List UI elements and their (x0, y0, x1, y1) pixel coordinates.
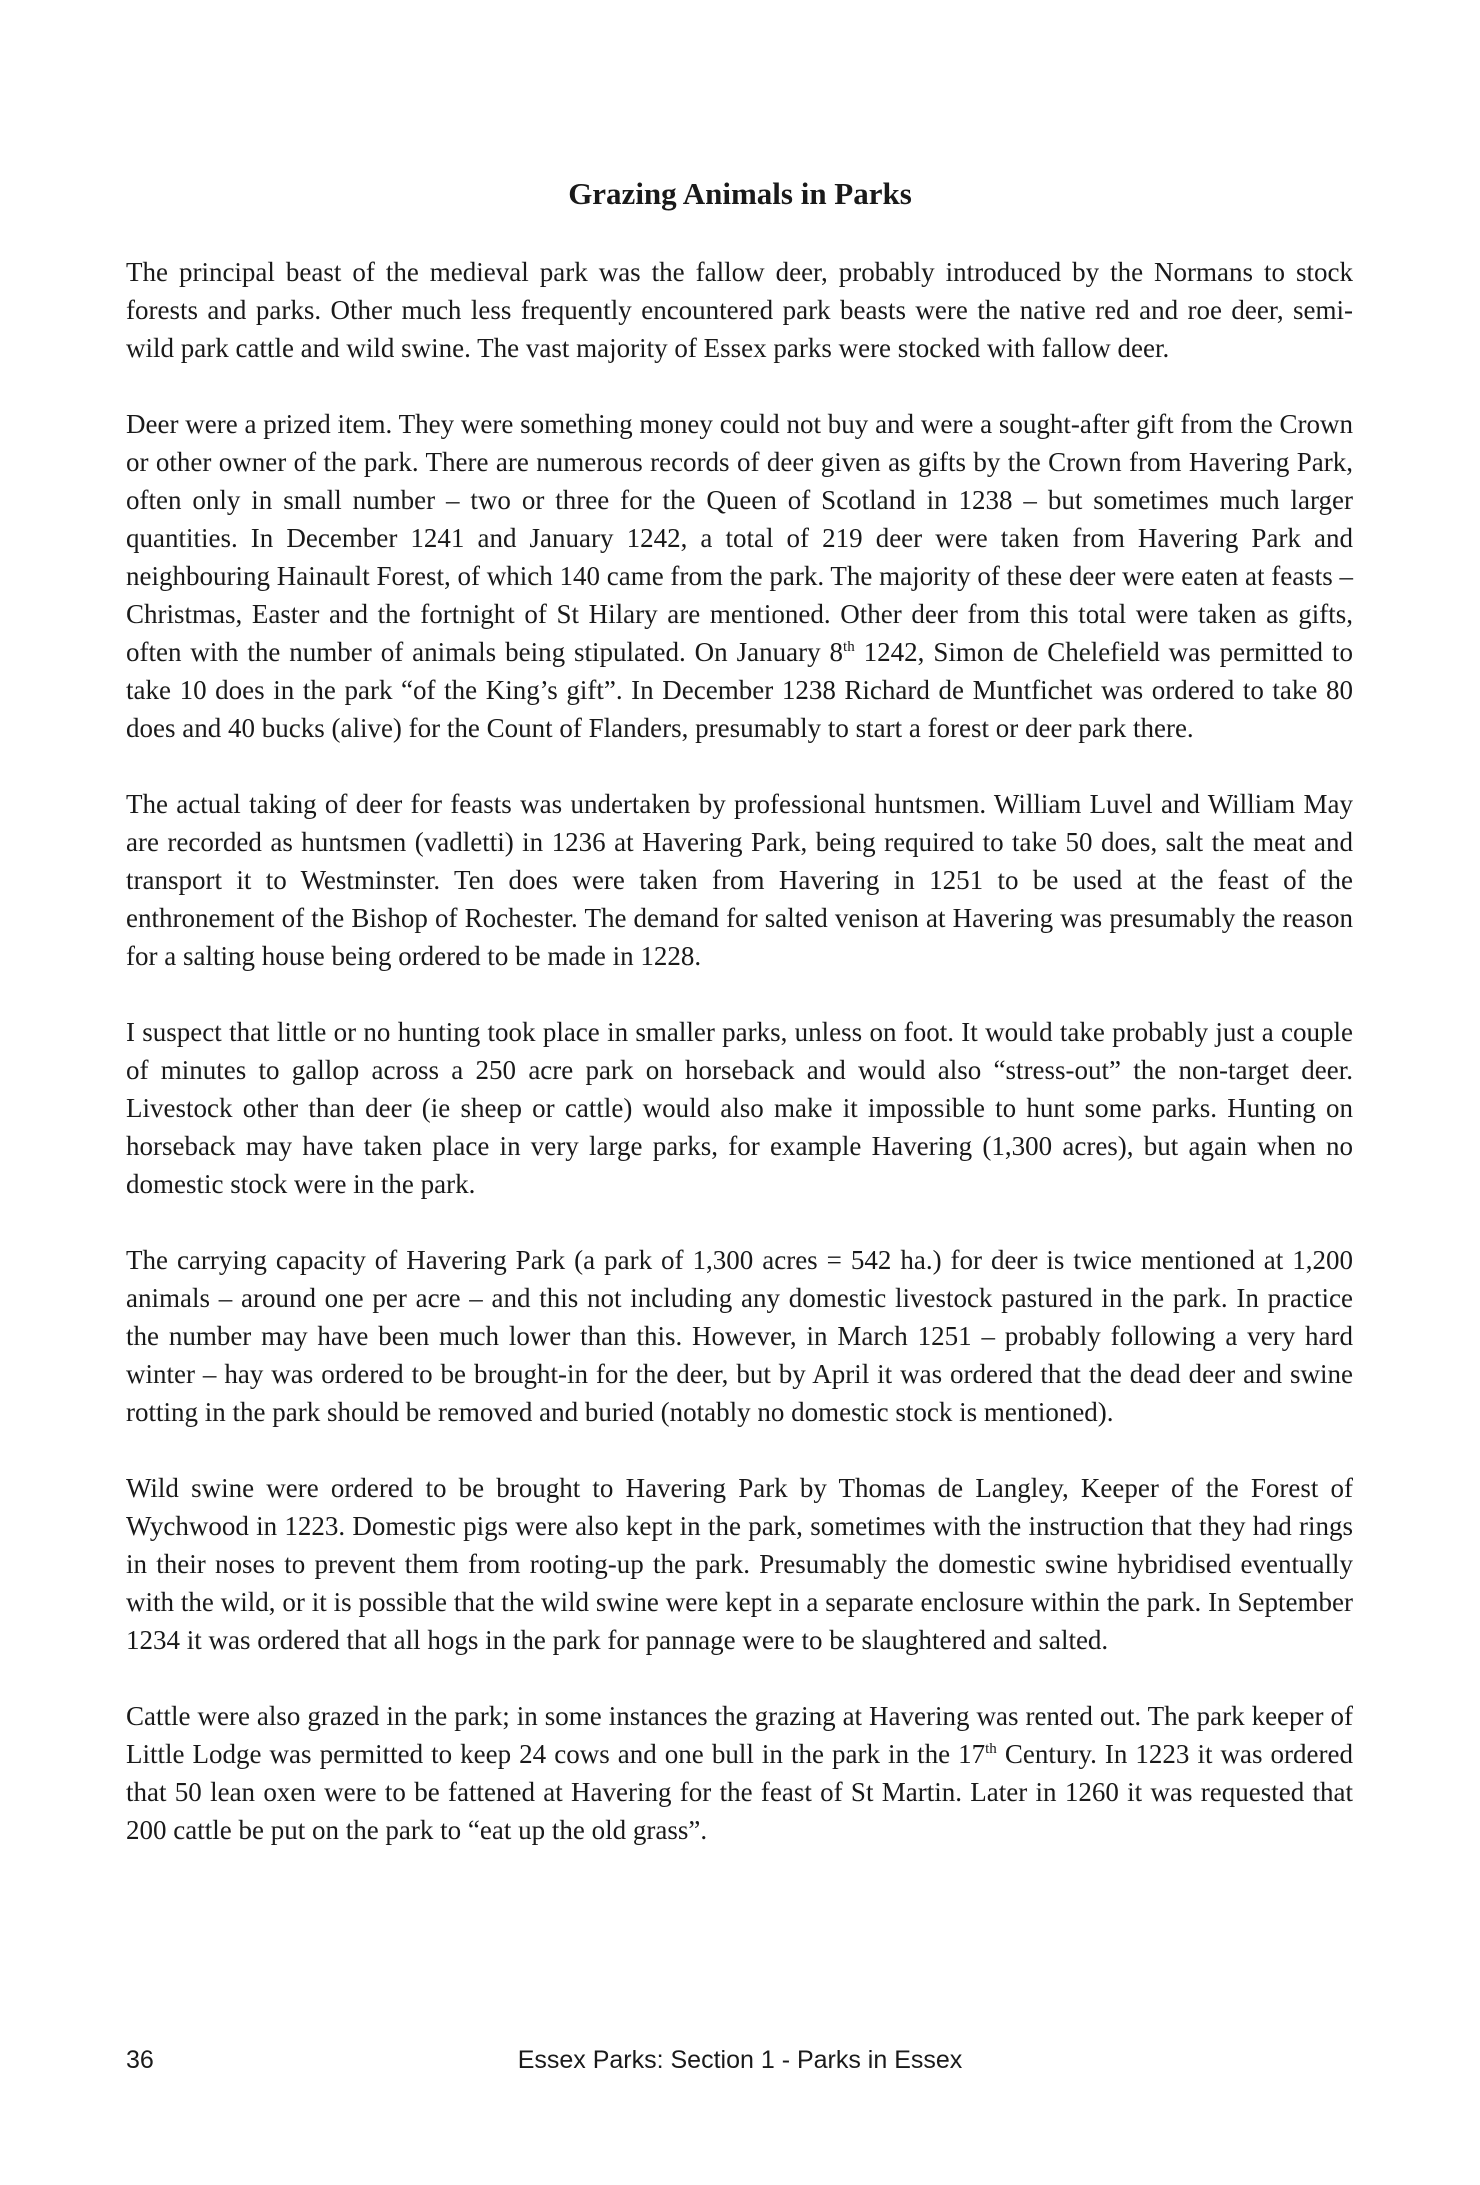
paragraph-text: The actual taking of deer for feasts was undertaken by professional huntsmen. William Luvel and William May are recorded as huntsmen (vadletti) in 1236 at Havering Park, being required to take 50 does, salt the meat and transport it to Westminster. Ten does were taken from Havering in 1251 to be used at the feast of the enthronement of the Bishop of Rochester. The demand for salted venison at Havering was presumably the reason for a salting house being ordered to be made in 1228. (126, 789, 1353, 971)
paragraph-text: Cattle were also grazed in the park; in some instances the grazing at Havering was rented out. The park keeper of Little Lodge was permitted to keep 24 cows and one bull in the park in the 17 (126, 1701, 1353, 1769)
running-footer-title: Essex Parks: Section 1 - Parks in Essex (517, 2046, 963, 2074)
paragraph-6 (126, 1469, 1353, 1659)
paragraph-4 (126, 1013, 1353, 1203)
paragraph-1 (126, 253, 1353, 367)
paragraph-text: The principal beast of the medieval park was the fallow deer, probably introduced by the Normans to stock forests and parks. Other much less frequently encountered park beasts were the native red and roe deer, semi-wild park cattle and wild swine. The vast majority of Essex parks were stocked with fallow deer. (126, 257, 1353, 363)
paragraph-text: I suspect that little or no hunting took place in smaller parks, unless on foot. It would take probably just a couple of minutes to gallop across a 250 acre park on horseback and would also “stress-out” the non-target deer. Livestock other than deer (ie sheep or cattle) would also make it impossible to hunt some parks. Hunting on horseback may have taken place in very large parks, for example Havering (1,300 acres), but again when no domestic stock were in the park. (126, 1017, 1353, 1199)
page-title: Grazing Animals in Parks (568, 176, 912, 211)
paragraph-text-continued: 1242, Simon de Chelefield was permitted to take 10 does in the park “of the King’s gift”. In December 1238 Richard de Muntfichet was ordered to take 80 does and 40 bucks (alive) for the Count of Flanders, presumably to start a forest or deer park there. (126, 637, 1353, 743)
body-text (126, 253, 1353, 1849)
paragraph-2 (126, 405, 1353, 747)
paragraph-text-continued: Century. In 1223 it was ordered that 50 lean oxen were to be fattened at Havering for the feast of St Martin. Later in 1260 it was requested that 200 cattle be put on the park to “eat up the old grass”. (126, 1739, 1353, 1845)
paragraph-3 (126, 785, 1353, 975)
ordinal-superscript: th (843, 639, 855, 655)
paragraph-text: Deer were a prized item. They were something money could not buy and were a sought-after gift from the Crown or other owner of the park. There are numerous records of deer given as gifts by the Crown from Havering Park, often only in small number – two or three for the Queen of Scotland in 1238 – but sometimes much larger quantities. In December 1241 and January 1242, a total of 219 deer were taken from Havering Park and neighbouring Hainault Forest, of which 140 came from the park. The majority of these deer were eaten at feasts – Christmas, Easter and the fortnight of St Hilary are mentioned. Other deer from this total were taken as gifts, often with the number of animals being stipulated. On January 8 (126, 409, 1353, 667)
ordinal-superscript: th (985, 1741, 997, 1757)
paragraph-text: The carrying capacity of Havering Park (a park of 1,300 acres = 542 ha.) for deer is twice mentioned at 1,200 animals – around one per acre – and this not including any domestic livestock pastured in the park. In practice the number may have been much lower than this. However, in March 1251 – probably following a very hard winter – hay was ordered to be brought-in for the deer, but by April it was ordered that the dead deer and swine rotting in the park should be removed and buried (notably no domestic stock is mentioned). (126, 1245, 1353, 1427)
page-number: 36 (126, 2046, 154, 2074)
paragraph-7 (126, 1697, 1353, 1849)
paragraph-5 (126, 1241, 1353, 1431)
paragraph-text: Wild swine were ordered to be brought to Havering Park by Thomas de Langley, Keeper of the Forest of Wychwood in 1223. Domestic pigs were also kept in the park, sometimes with the instruction that they had rings in their noses to prevent them from rooting-up the park. Presumably the domestic swine hybridised eventually with the wild, or it is possible that the wild swine were kept in a separate enclosure within the park. In September 1234 it was ordered that all hogs in the park for pannage were to be slaughtered and salted. (126, 1473, 1353, 1655)
